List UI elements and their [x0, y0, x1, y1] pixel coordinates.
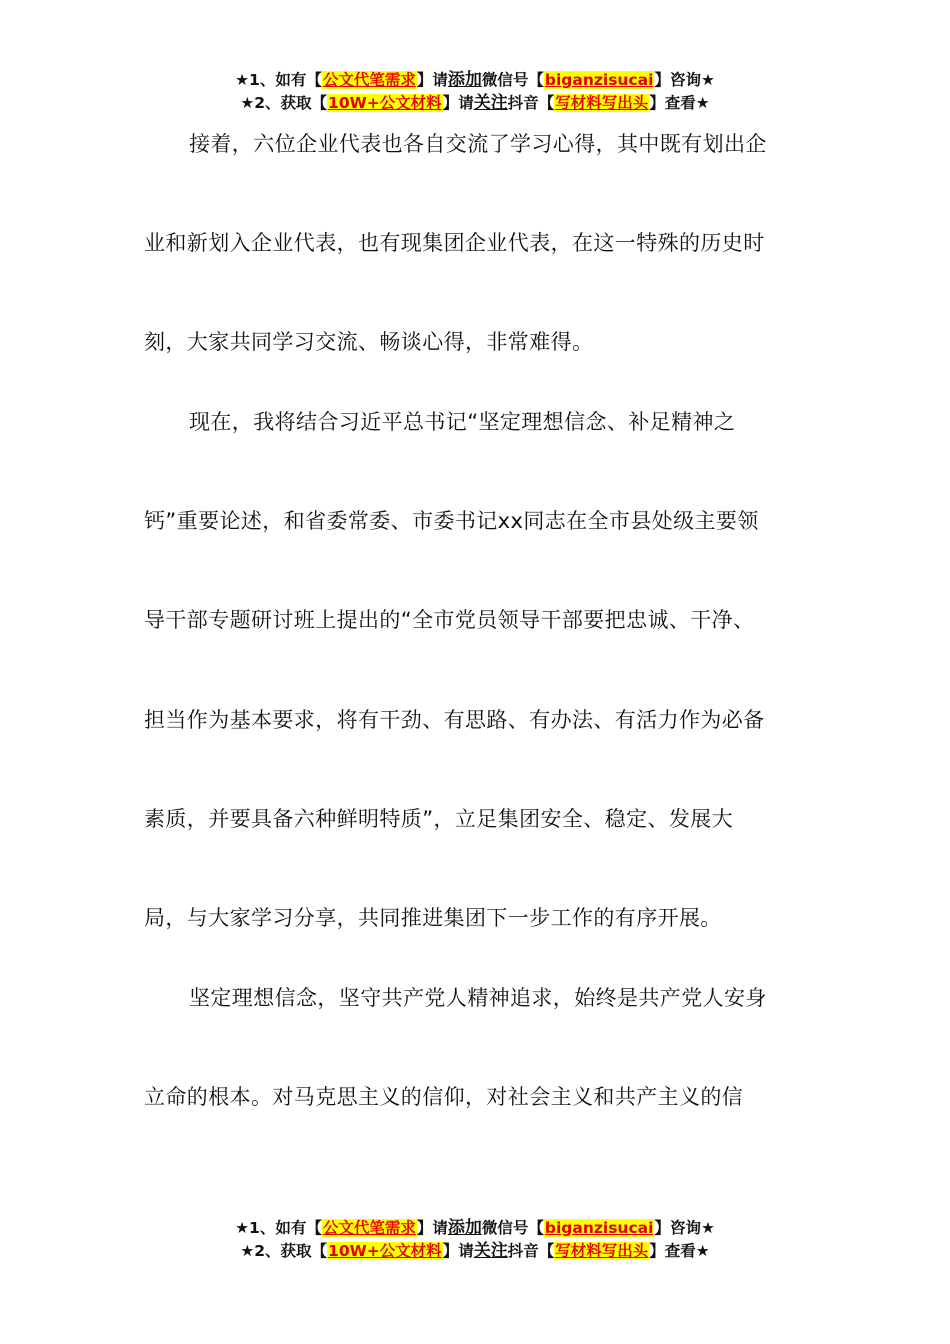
banner-text: 抖音【: [507, 1242, 555, 1260]
highlight-wechat-id: biganzisucai: [544, 71, 654, 89]
header-banner: [0, 69, 950, 115]
paragraph-line: 立命的根本。对马克思主义的信仰，对社会主义和共产主义的信: [144, 1084, 744, 1109]
banner-text: 】请: [442, 1242, 474, 1260]
footer-banner: [0, 1217, 950, 1263]
highlight-service: 公文代笔需求: [322, 71, 416, 89]
paragraph-line: 钙”重要论述，和省委常委、市委书记xx同志在全市县处级主要领: [144, 509, 759, 534]
highlight-materials: 10W+公文材料: [328, 94, 442, 112]
document-body: [144, 120, 824, 1122]
paragraph-line: 现在，我将结合习近平总书记“坚定理想信念、补足精神之: [189, 409, 736, 434]
banner-line-2: [0, 92, 950, 115]
paragraph-line: 刻，大家共同学习交流、畅谈心得，非常难得。: [144, 330, 594, 355]
banner-text: 抖音【: [507, 94, 555, 112]
highlight-wechat-id: biganzisucai: [544, 1219, 654, 1237]
banner-text: 微信号【: [481, 71, 544, 89]
emphasis-add: 添加: [447, 70, 482, 90]
highlight-materials: 10W+公文材料: [328, 1242, 442, 1260]
paragraph-line: 导干部专题研讨班上提出的“全市党员领导干部要把忠诚、干净、: [144, 608, 755, 633]
highlight-service: 公文代笔需求: [322, 1219, 416, 1237]
banner-text: ★1、如有【: [235, 1219, 322, 1237]
highlight-douyin-account: 写材料写出头: [555, 1242, 649, 1260]
banner-line-2: [0, 1240, 950, 1263]
banner-text: ★2、获取【: [240, 1242, 328, 1260]
banner-line-1: [0, 69, 950, 92]
banner-text: 】请: [442, 94, 474, 112]
paragraph-line: 业和新划入企业代表，也有现集团企业代表，在这一特殊的历史时: [144, 231, 765, 256]
emphasis-follow: 关注: [473, 1241, 508, 1261]
emphasis-follow: 关注: [473, 93, 508, 113]
banner-text: 】咨询★: [654, 71, 715, 89]
banner-text: 】查看★: [649, 94, 710, 112]
paragraph-line: 担当作为基本要求，将有干劲、有思路、有办法、有活力作为必备: [144, 707, 765, 732]
paragraph-line: 接着，六位企业代表也各自交流了学习心得，其中既有划出企: [189, 132, 767, 156]
paragraph-line: 坚定理想信念，坚守共产党人精神追求，始终是共产党人安身: [189, 985, 767, 1010]
banner-text: 】请: [416, 1219, 448, 1237]
banner-text: ★1、如有【: [235, 71, 322, 89]
highlight-douyin-account: 写材料写出头: [555, 94, 649, 112]
emphasis-add: 添加: [447, 1218, 482, 1238]
paragraph-line: 局，与大家学习分享，共同推进集团下一步工作的有序开展。: [144, 905, 722, 930]
banner-line-1: [0, 1217, 950, 1240]
banner-text: ★2、获取【: [240, 94, 328, 112]
paragraph-line: 素质，并要具备六种鲜明特质”，立足集团安全、稳定、发展大: [144, 806, 734, 831]
banner-text: 微信号【: [481, 1219, 544, 1237]
banner-text: 】查看★: [649, 1242, 710, 1260]
banner-text: 】请: [416, 71, 448, 89]
banner-text: 】咨询★: [654, 1219, 715, 1237]
